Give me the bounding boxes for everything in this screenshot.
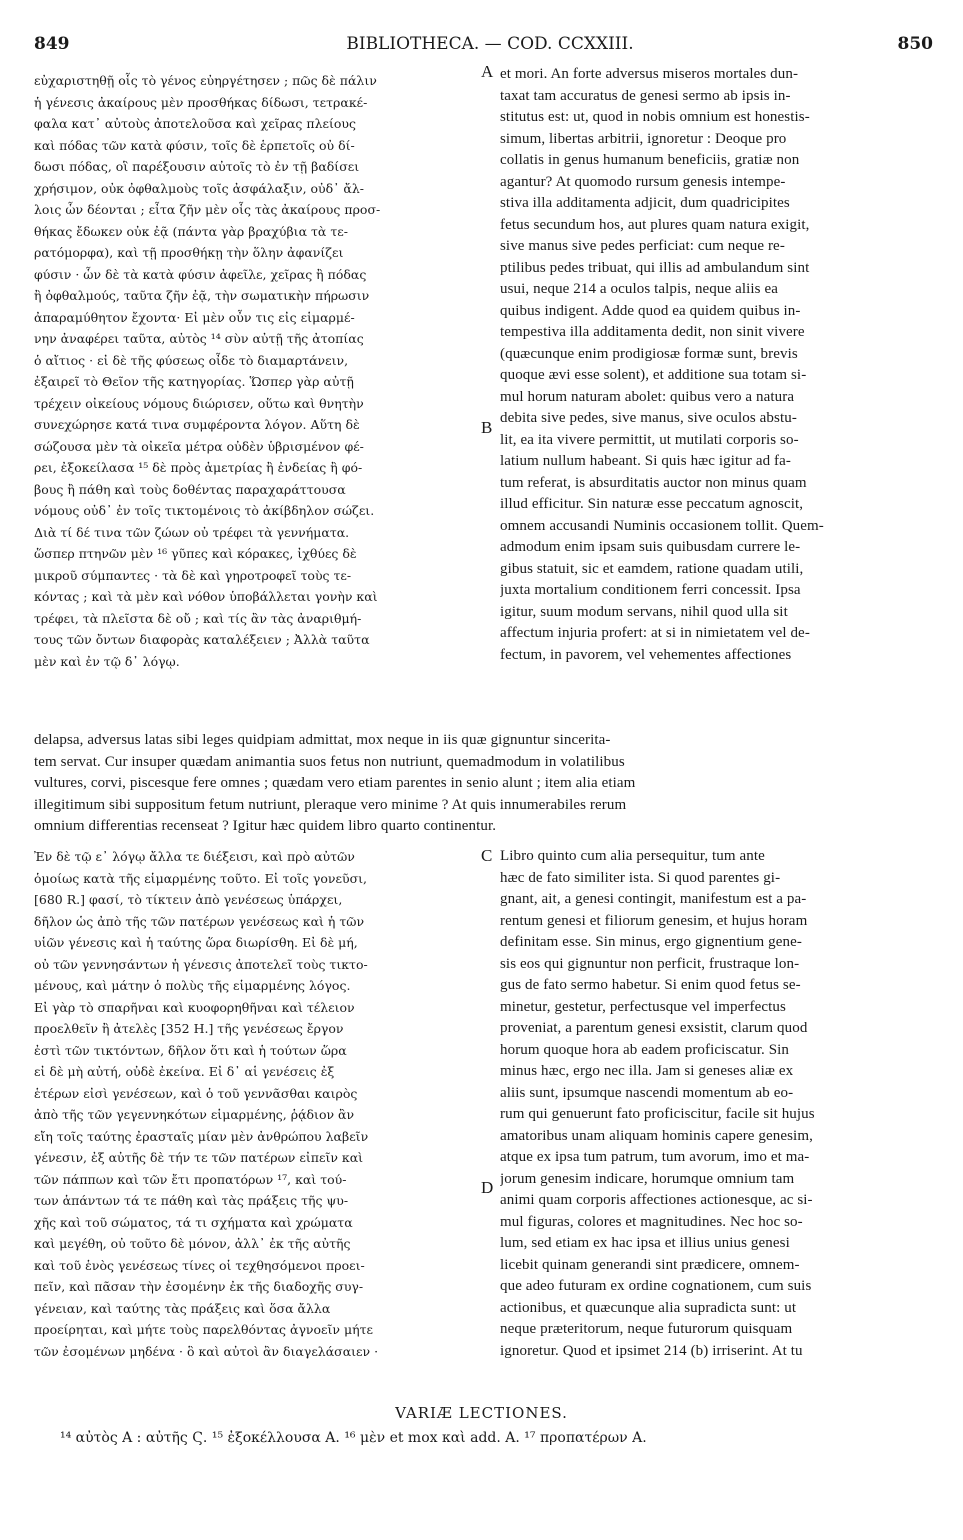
- latin-text-line: Libro quinto cum alia persequitur, tum ante: [500, 848, 765, 864]
- variae-lectiones-heading: VARIÆ LECTIONES.: [395, 1404, 568, 1422]
- greek-text-line: γένεσιν, ἐξ αὐτῆς δὲ τήν τε τῶν πατέρων εἰπεῖν καὶ: [34, 1150, 364, 1165]
- latin-text-line: fetus secundum hos, aut plures quam natura exigit,: [500, 216, 810, 233]
- section-marker-b: B: [481, 418, 493, 437]
- latin-text-line: mul figuras, colores et magnitudines. Nec hoc so-: [500, 1213, 803, 1230]
- greek-text-line: καὶ τοῦ ἑνὸς γενέσεως τίνες οἱ τεχθησόμενοι προει-: [34, 1257, 365, 1273]
- greek-text-line: ἀπαραμύθητον ἔχοντα· Εἰ μὲν οὖν τις εἰς εἱμαρμέ-: [34, 309, 355, 325]
- latin-text-line: minetur, gestetur, perfectusque vel imperfectus: [500, 998, 786, 1015]
- latin-text-line: illegitimum sibi suppositum fetum nutriunt, pleraque vero minime ? At quis innumerabiles rerum: [34, 796, 627, 813]
- greek-text-line: μένους, καὶ μάτην ὁ πολὺς τῆς εἱμαρμένης λόγος.: [34, 978, 351, 993]
- greek-text-line: λοις ὧν δέονται ; εἶτα ζῆν μὲν οἷς τὰς ἀκαίρους προσ-: [34, 202, 381, 217]
- latin-full-width-paragraph: [34, 730, 934, 838]
- latin-text-line: stiva illa additamenta adjicit, dum quadricipites: [500, 195, 790, 211]
- greek-text-line: ὥσπερ πτηνῶν μὲν ¹⁶ γῦπες καὶ κόρακες, ἰχθύες δὲ: [34, 546, 357, 561]
- greek-text-line: βους ἢ πάθη καὶ τοὺς δοθέντας παραχαράττουσα: [34, 481, 346, 497]
- latin-text-line: sis eos qui gignuntur non perficit, frustraque lon-: [500, 955, 800, 972]
- latin-text-line: amatoribus unam aliquam hominis capere genesim,: [500, 1127, 813, 1144]
- greek-text-line: καὶ πόδας τῶν κατὰ φύσιν, τοῖς δὲ ἑρπετοῖς οὐ δί-: [34, 137, 355, 153]
- greek-text-line: καὶ μεγέθη, οὐ τοῦτο δὲ μόνον, ἀλλ᾽ ἐκ τῆς αὐτῆς: [34, 1236, 351, 1251]
- running-title: BIBLIOTHECA. — COD. CCXXIII.: [346, 34, 634, 54]
- greek-text-line: φύσιν · ὧν δὲ τὰ κατὰ φύσιν ἀφεῖλε, χεῖρας ἢ πόδας: [34, 266, 367, 282]
- latin-text-line: animi quam corporis affectiones actionesque, ac si-: [500, 1192, 813, 1208]
- section-marker-c: C: [481, 846, 493, 865]
- greek-text-line: Διὰ τί δέ τινα τῶν ζώων οὐ τρέφει τὰ γεννήματα.: [34, 524, 350, 540]
- latin-text-line: agantur? At quomodo rursum genesis intempe-: [500, 173, 786, 190]
- latin-text-line: latium nullum habeant. Si quis hæc igitur ad fa-: [500, 453, 792, 469]
- section-marker-a: A: [481, 62, 494, 81]
- greek-text-line: φαλα κατ᾽ αὐτοὺς ἀποτελοῦσα καὶ χεῖρας πλείους: [34, 116, 357, 131]
- greek-text-line: προελθεῖν ἢ ἀτελὲς [352 H.] τῆς γενέσεως ἔργον: [34, 1021, 344, 1036]
- greek-text-line: ἐξαιρεῖ τὸ Θεῖον τῆς κατηγορίας. Ὥσπερ γὰρ αὐτῇ: [34, 374, 354, 389]
- latin-text-line: omnem accusandi Numinis occasionem tollit. Quem-: [500, 517, 824, 534]
- variae-lectiones-notes: ¹⁴ αὐτὸς A : αὐτῆς Ϛ. ¹⁵ ἐξοκέλλουσα A. ¹⁶ μὲν et mox καὶ add. A. ¹⁷ προπατέρων A.: [60, 1430, 647, 1446]
- greek-text-line: τους τῶν ὄντων διαφορὰς καταλέξειεν ; Ἀλλὰ ταῦτα: [34, 632, 370, 647]
- greek-text-line: γένειαν, καὶ ταύτης τὰς πράξεις καὶ ὅσα ἄλλα: [34, 1300, 331, 1316]
- greek-text-line: προείρηται, καὶ μήτε τοὺς παρελθόντας ἀγνοεῖν μήτε: [34, 1322, 374, 1337]
- latin-text-line: lum, sed etiam ex hac ipsa et illius unius genesi: [500, 1235, 790, 1251]
- latin-text-line: tem servat. Cur insuper quædam animantia suos fetus non nutriunt, quemadmodum in volatilibus: [34, 753, 625, 770]
- latin-text-line: horum quoque hora ab eadem proficiscatur. Sin: [500, 1041, 790, 1058]
- latin-text-line: mul horum naturam abolet: quibus vero a natura: [500, 388, 795, 405]
- latin-text-line: minus hæc, ergo nec illa. Jam si geneses aliæ ex: [500, 1063, 794, 1079]
- greek-text-line: πεῖν, καὶ πᾶσαν τὴν ἐσομένην ἐκ τῆς διαδοχῆς συγ-: [34, 1279, 364, 1294]
- latin-text-line: quoque ævi esse solent), et additione sua totam si-: [500, 367, 807, 383]
- latin-text-line: (quæcunque enim prodigiosæ formæ sunt, brevis: [500, 345, 798, 362]
- greek-text-line: ἡ γένεσις ἀκαίρους μὲν προσθήκας δίδωσι, τετρακέ-: [34, 94, 368, 110]
- latin-text-line: juxta mortalium conditionem ferri concessit. Ipsa: [500, 582, 801, 598]
- greek-text-line: σώζουσα μὲν τὰ οἰκεῖα μέτρα οὐδὲν ὑβρισμένον φέ-: [34, 438, 364, 454]
- greek-text-line: μικροῦ σύμπαντες · τὰ δὲ καὶ γηροτροφεῖ τοὺς τε-: [34, 567, 352, 583]
- latin-text-line: aliis sunt, ipsumque nascendi momentum ab eo-: [500, 1084, 794, 1101]
- greek-text-line: ρατόμορφα), καὶ τῇ προσθήκῃ τὴν ὅλην ἀφανίζει: [34, 245, 344, 260]
- greek-text-line: εὐχαριστηθῇ οἷς τὸ γένος εὐηργέτησεν ; πῶς δὲ πάλιν: [34, 73, 377, 88]
- section-marker-d: D: [481, 1178, 494, 1197]
- latin-text-line: proveniat, a parentum genesi exsistit, clarum quod: [500, 1020, 808, 1036]
- latin-text-line: que adeo futuram ex ordine cognationem, cum suis: [500, 1278, 812, 1294]
- greek-text-line: νόμους οὐδ᾽ ἐν τοῖς τικτομένοις τὸ ἀκίβδηλον σώζει.: [34, 503, 375, 518]
- latin-text-line: tum referat, is absurditatis auctor non minus quam: [500, 474, 807, 491]
- latin-text-line: licebit quinam generandi sint prædicere, omnem-: [500, 1256, 800, 1273]
- latin-text-line: usui, neque 214 a oculos talpis, neque aliis ea: [500, 281, 778, 297]
- latin-text-line: lit, ea ita vivere permittit, ut mutilati corporis so-: [500, 431, 799, 448]
- latin-text-line: debita sive pedes, sive manus, sive oculos abstu-: [500, 410, 797, 426]
- greek-text-line: ρει, ἐξοκείλασα ¹⁵ δὲ πρὸς ἀμετρίας ἢ ἐνδείας ἢ φό-: [34, 460, 363, 475]
- latin-text-line: definitam esse. Sin minus, ergo gignentium gene-: [500, 934, 802, 950]
- greek-text-line: Ἐν δὲ τῷ ε᾽ λόγῳ ἄλλα τε διέξεισι, καὶ πρὸ αὐτῶν: [34, 849, 355, 864]
- greek-text-line: δῆλον ὡς ἀπὸ τῆς τῶν πατέρων γενέσεως καὶ ἡ τῶν: [34, 913, 365, 929]
- latin-text-line: taxat tam accuratus de genesi sermo ab ipsis in-: [500, 87, 791, 104]
- greek-text-line: νην ἀναφέρει ταῦτα, αὐτὸς ¹⁴ σὺν αὐτῇ τῆς ἀτοπίας: [34, 331, 364, 346]
- greek-text-line: δωσι πόδας, οἳ παρέξουσιν αὐτοῖς τὸ ἐν τῇ βαδίσει: [34, 159, 360, 174]
- greek-text-line: εἰ δὲ μὴ αὐτή, οὐδὲ ἐκείνα. Εἰ δ᾽ αἱ γενέσεις ἐξ: [34, 1064, 335, 1079]
- greek-text-line: εἴη τοῖς ταύτης ἐρασταῖς μίαν μὲν ἀνθρώπου λαβεῖν: [34, 1128, 369, 1144]
- latin-text-line: rum qui genuerunt fato proficiscitur, facile sit hujus: [500, 1106, 815, 1122]
- latin-text-line: admodum enim ipsam suis quibusdam currere le-: [500, 539, 801, 555]
- latin-text-line: fectum, in pavorem, vel vehementes affectiones: [500, 646, 792, 663]
- greek-column-top: [34, 70, 493, 672]
- latin-text-line: tempestiva illa additamenta dedit, non sinit vivere: [500, 324, 805, 340]
- latin-text-line: rentum genesi et filiorum genesim, et hujus horam: [500, 912, 808, 929]
- greek-text-line: ἀπὸ τῆς τῶν γεγεννηκότων εἱμαρμένης, ῥᾴδιον ἂν: [34, 1107, 355, 1122]
- latin-text-line: collatis in genus humanum beneficiis, gratiæ non: [500, 152, 800, 168]
- latin-column-bottom: [500, 846, 930, 1362]
- latin-text-line: quibus indigent. Adde quod ea quidem quibus in-: [500, 302, 801, 319]
- latin-text-line: gibus statuit, sic et eamdem, ratione quadam utili,: [500, 560, 804, 577]
- latin-text-line: sive manus sive pedes perficiat: cum neque re-: [500, 238, 785, 254]
- latin-text-line: illud efficitur. Sin naturæ esse peccatum agnoscit,: [500, 496, 804, 512]
- latin-text-line: affectum injuria profert: at si in nimietatem vel de-: [500, 625, 810, 641]
- latin-text-line: stitutus est: ut, quod in nobis omnium est honestis-: [500, 109, 810, 125]
- latin-text-line: hæc de fato similiter ista. Si quod parentes gi-: [500, 869, 781, 886]
- latin-text-line: jorum genesim indicare, horumque omnium tam: [500, 1170, 795, 1187]
- left-page-number: 849: [34, 34, 70, 54]
- latin-text-line: ptilibus pedes tribuat, qui illis ad ambulandum sint: [500, 259, 810, 276]
- greek-text-line: ἑτέρων εἰσὶ γενέσεων, καὶ ὁ τοῦ γεννᾶσθαι καιρὸς: [34, 1085, 358, 1101]
- greek-column-bottom: [34, 846, 493, 1362]
- greek-text-line: ὁμοίως κατὰ τῆς εἱμαρμένης τοῦτο. Εἰ τοῖς γονεῦσι,: [34, 870, 367, 886]
- right-page-number: 850: [897, 34, 933, 54]
- latin-text-line: actionibus, et quæcunque alia supradicta sunt: ut: [500, 1299, 797, 1316]
- greek-text-line: κόντας ; καὶ τὰ μὲν καὶ νόθον ὑποβάλλεται γονὴν καὶ: [34, 589, 378, 604]
- latin-column-top: [500, 64, 930, 666]
- latin-text-line: ignoretur. Quod et ipsimet 214 (b) irriserint. At tu: [500, 1342, 803, 1359]
- latin-text-line: vultures, corvi, piscesque fere omnes ; quædam vero etiam parentes in senio alunt ; item alia etiam: [34, 775, 636, 791]
- greek-text-line: υἱῶν γένεσις καὶ ἡ ταύτης ὥρα διωρίσθη. Εἰ δὲ μή,: [34, 935, 358, 950]
- latin-text-line: et mori. An forte adversus miseros mortales dun-: [500, 66, 799, 82]
- latin-text-line: atque ex ipsa tum patrum, tum avorum, imo et ma-: [500, 1149, 810, 1165]
- greek-text-line: ἢ ὀφθαλμούς, ταῦτα ζῆν ἐᾷ, τὴν σωματικὴν πήρωσιν: [34, 288, 370, 303]
- latin-text-line: delapsa, adversus latas sibi leges quidpiam admittat, mox neque in iis quæ gignuntur sincerita-: [34, 732, 611, 748]
- greek-text-line: θήκας ἔδωκεν οὐκ ἐᾷ (πάντα γὰρ βραχύβια τὰ τε-: [34, 223, 348, 239]
- greek-text-line: τρέχειν οἰκείους νόμους διώρισεν, οὕτω καὶ θνητὴν: [34, 395, 364, 411]
- greek-text-line: τῶν ἐσομένων μηδένα · ὃ καὶ αὐτοὶ ἂν διαγελάσαιεν ·: [34, 1343, 379, 1359]
- latin-text-line: omnium differentias recenseat ? Igitur hæc quidem libro quarto continentur.: [34, 818, 497, 834]
- latin-text-line: neque præteritorum, neque futurorum quisquam: [500, 1321, 793, 1337]
- greek-text-line: [680 R.] φασί, τὸ τίκτειν ἀπὸ γενέσεως ὑπάρχει,: [34, 892, 343, 907]
- greek-text-line: οὐ τῶν γεννησάντων ἡ γένεσις ἀποτελεῖ τοὺς τικτο-: [34, 956, 368, 972]
- greek-text-line: ὁ αἴτιος · εἰ δὲ τῆς φύσεως οἶδε τὸ διαμαρτάνειν,: [34, 352, 349, 368]
- latin-text-line: simum, libertas arbitrii, ignoretur : Deoque pro: [500, 130, 787, 147]
- greek-text-line: ἐστὶ τῶν τικτόντων, δῆλον ὅτι καὶ ἡ τούτων ὥρα: [34, 1042, 347, 1058]
- latin-text-line: gus de fato sermo habetur. Si enim quod fetus se-: [500, 977, 801, 993]
- latin-text-line: igitur, suum modum servans, nihil quod ulla sit: [500, 603, 788, 620]
- greek-text-line: τρέφει, τὰ πλεῖστα δὲ οὔ ; καὶ τίς ἂν τὰς ἀναριθμή-: [34, 610, 362, 626]
- greek-text-line: χῆς καὶ τοῦ σώματος, τά τι σχήματα καὶ χρώματα: [34, 1214, 353, 1230]
- greek-text-line: Εἰ γὰρ τὸ σπαρῆναι καὶ κυοφορηθῆναι καὶ τέλειον: [34, 999, 355, 1015]
- greek-text-line: των ἁπάντων τά τε πάθη καὶ τὰς πράξεις τῆς ψυ-: [34, 1193, 349, 1208]
- latin-text-line: gnant, ait, a genesi contingit, manifestum est a pa-: [500, 891, 807, 907]
- greek-text-line: συνεχώρησε κατά τινα συμφέροντα λόγον. Αὕτη δὲ: [34, 417, 360, 432]
- greek-text-line: τῶν πάππων καὶ τῶν ἔτι προπατόρων ¹⁷, καὶ τού-: [34, 1171, 347, 1187]
- greek-text-line: χρήσιμον, οὐκ ὀφθαλμοὺς τοῖς ἀσφάλαξιν, οὐδ᾽ ἄλ-: [34, 180, 364, 196]
- greek-text-line: μὲν καὶ ἐν τῷ δ᾽ λόγῳ.: [34, 653, 180, 669]
